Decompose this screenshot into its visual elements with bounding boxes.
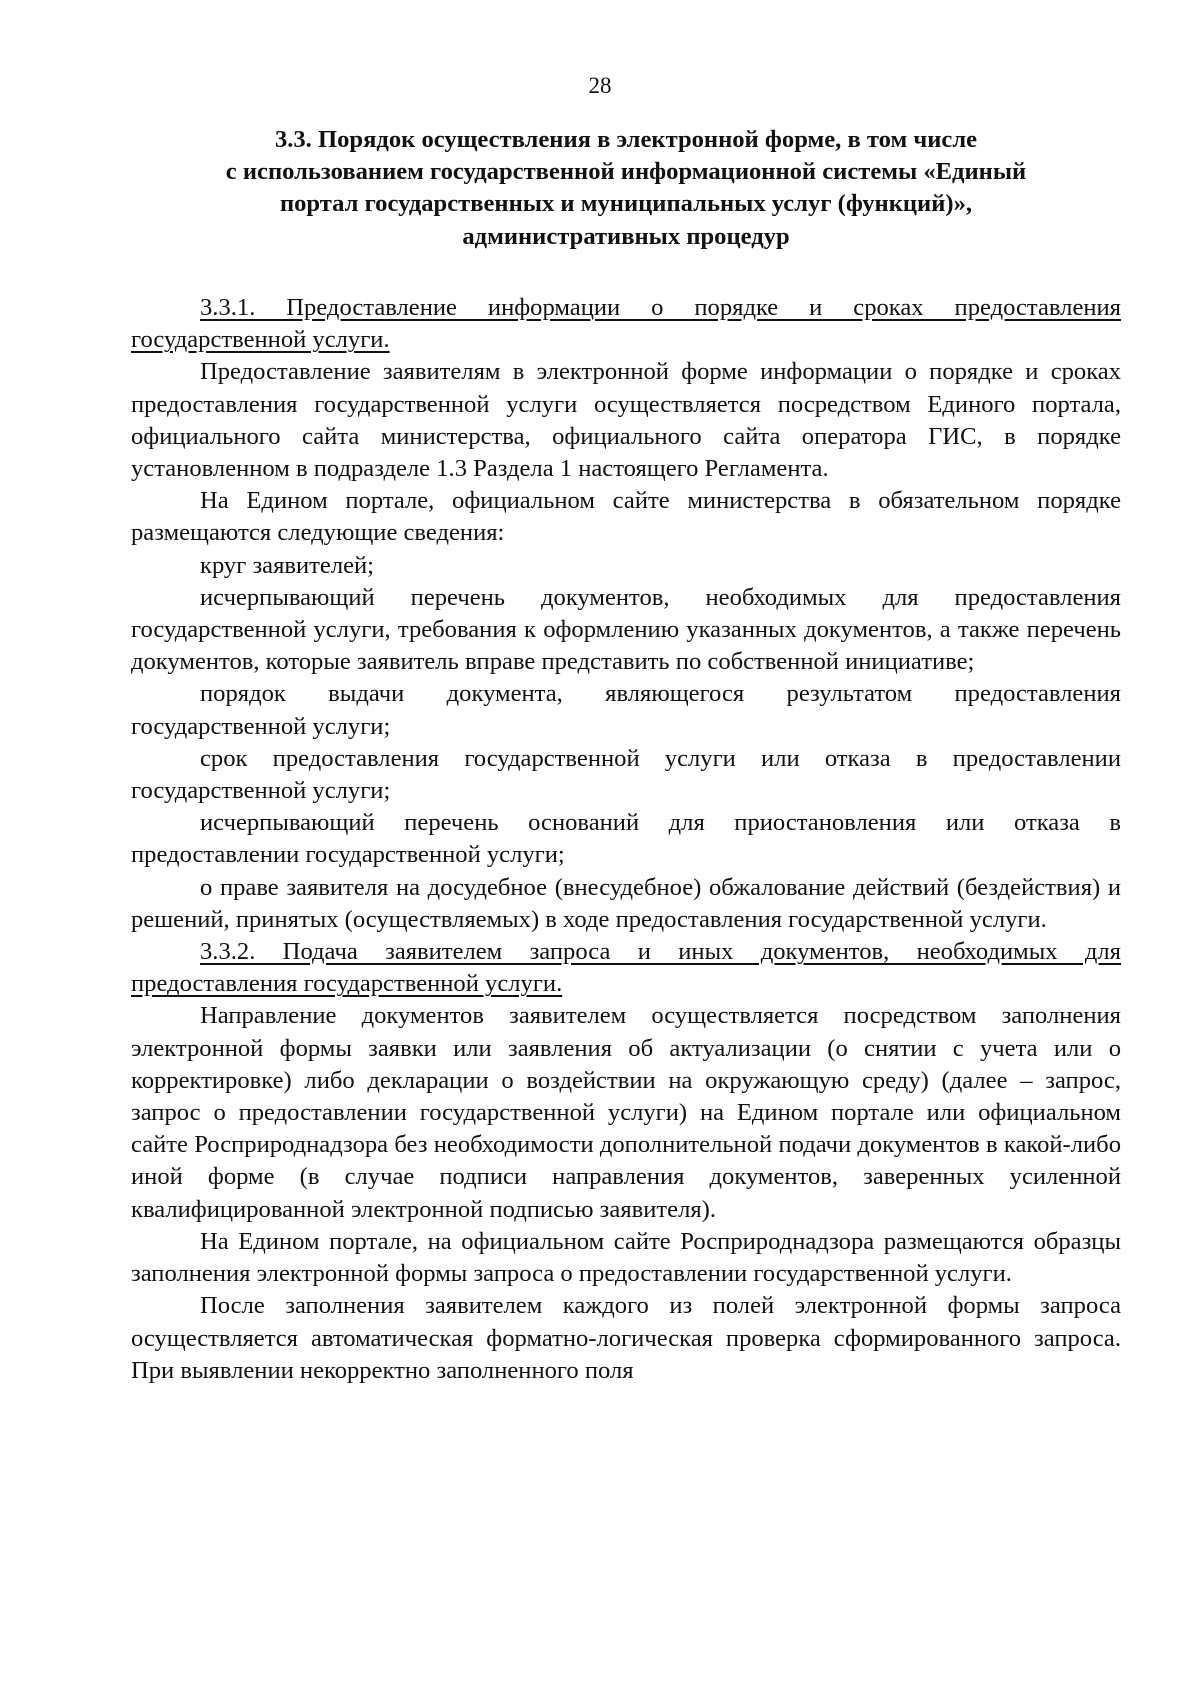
subsection-title — [131, 936, 1121, 1000]
list-item: порядок выдачи документа, являющегося результатом предоставления государственной услуги; — [131, 680, 1121, 740]
subsection-title — [131, 292, 1121, 356]
list-item: о праве заявителя на досудебное (внесудебное) обжалование действий (бездействия) и решений, принятых (осуществляемых) в ходе предоставления государственной услуги. — [131, 873, 1121, 933]
subsection-title-text: 3.3.2. Подача заявителем запроса и иных документов, необходимых для предоставления государственной услуги. — [131, 938, 1121, 998]
paragraph: На Едином портале, официальном сайте министерства в обязательном порядке размещаются следующие сведения: — [131, 487, 1121, 547]
paragraph: На Едином портале, на официальном сайте Росприроднадзора размещаются образцы заполнения электронной формы запроса о предоставлении государственной услуги. — [131, 1227, 1121, 1288]
list-item: срок предоставления государственной услуги или отказа в предоставлении государственной услуги; — [131, 744, 1121, 805]
list-item: круг заявителей; — [200, 551, 375, 579]
paragraph: Предоставление заявителям в электронной форме информации о порядке и сроках предоставления государственной услуги осуществляется посредством Единого портала, официального сайта министерства, официального сайта оператора ГИС, в порядке установленном в подразделе 1.3 Раздела 1 настоящего Регламента. — [131, 358, 1121, 483]
list-item: исчерпывающий перечень оснований для приостановления или отказа в предоставлении государственной услуги; — [131, 809, 1121, 869]
subsection-title-text: 3.3.1. Предоставление информации о порядке и сроках предоставления государственной услуги. — [131, 294, 1121, 354]
heading-line: портал государственных и муниципальных услуг (функций)», — [279, 190, 973, 218]
heading-line: административных процедур — [462, 222, 790, 250]
heading-line: с использованием государственной информационной системы «Единый — [225, 158, 1027, 186]
heading-line: 3.3. Порядок осуществления в электронной форме, в том числе — [274, 126, 978, 153]
section-heading — [130, 124, 1122, 253]
body-text — [131, 292, 1121, 1387]
page-number: 28 — [588, 73, 612, 98]
list-item: исчерпывающий перечень документов, необходимых для предоставления государственной услуги, требования к оформлению указанных документов, а также перечень документов, которые заявитель вправе представить по собственной инициативе; — [131, 583, 1121, 676]
paragraph: Направление документов заявителем осуществляется посредством заполнения электронной формы заявки или заявления об актуализации (о снятии с учета или о корректировке) либо декларации о воздействии на окружающую среду) (далее – запрос, запрос о предоставлении государственной услуги) на Едином портале или официальном сайте Росприроднадзора без необходимости дополнительной подачи документов в какой-либо иной форме (в случае подписи направления документов, заверенных усиленной квалифицированной электронной подписью заявителя). — [131, 1002, 1121, 1223]
paragraph: После заполнения заявителем каждого из полей электронной формы запроса осуществляется автоматическая форматно-логическая проверка сформированного запроса. При выявлении некорректно заполненного поля — [131, 1292, 1121, 1384]
